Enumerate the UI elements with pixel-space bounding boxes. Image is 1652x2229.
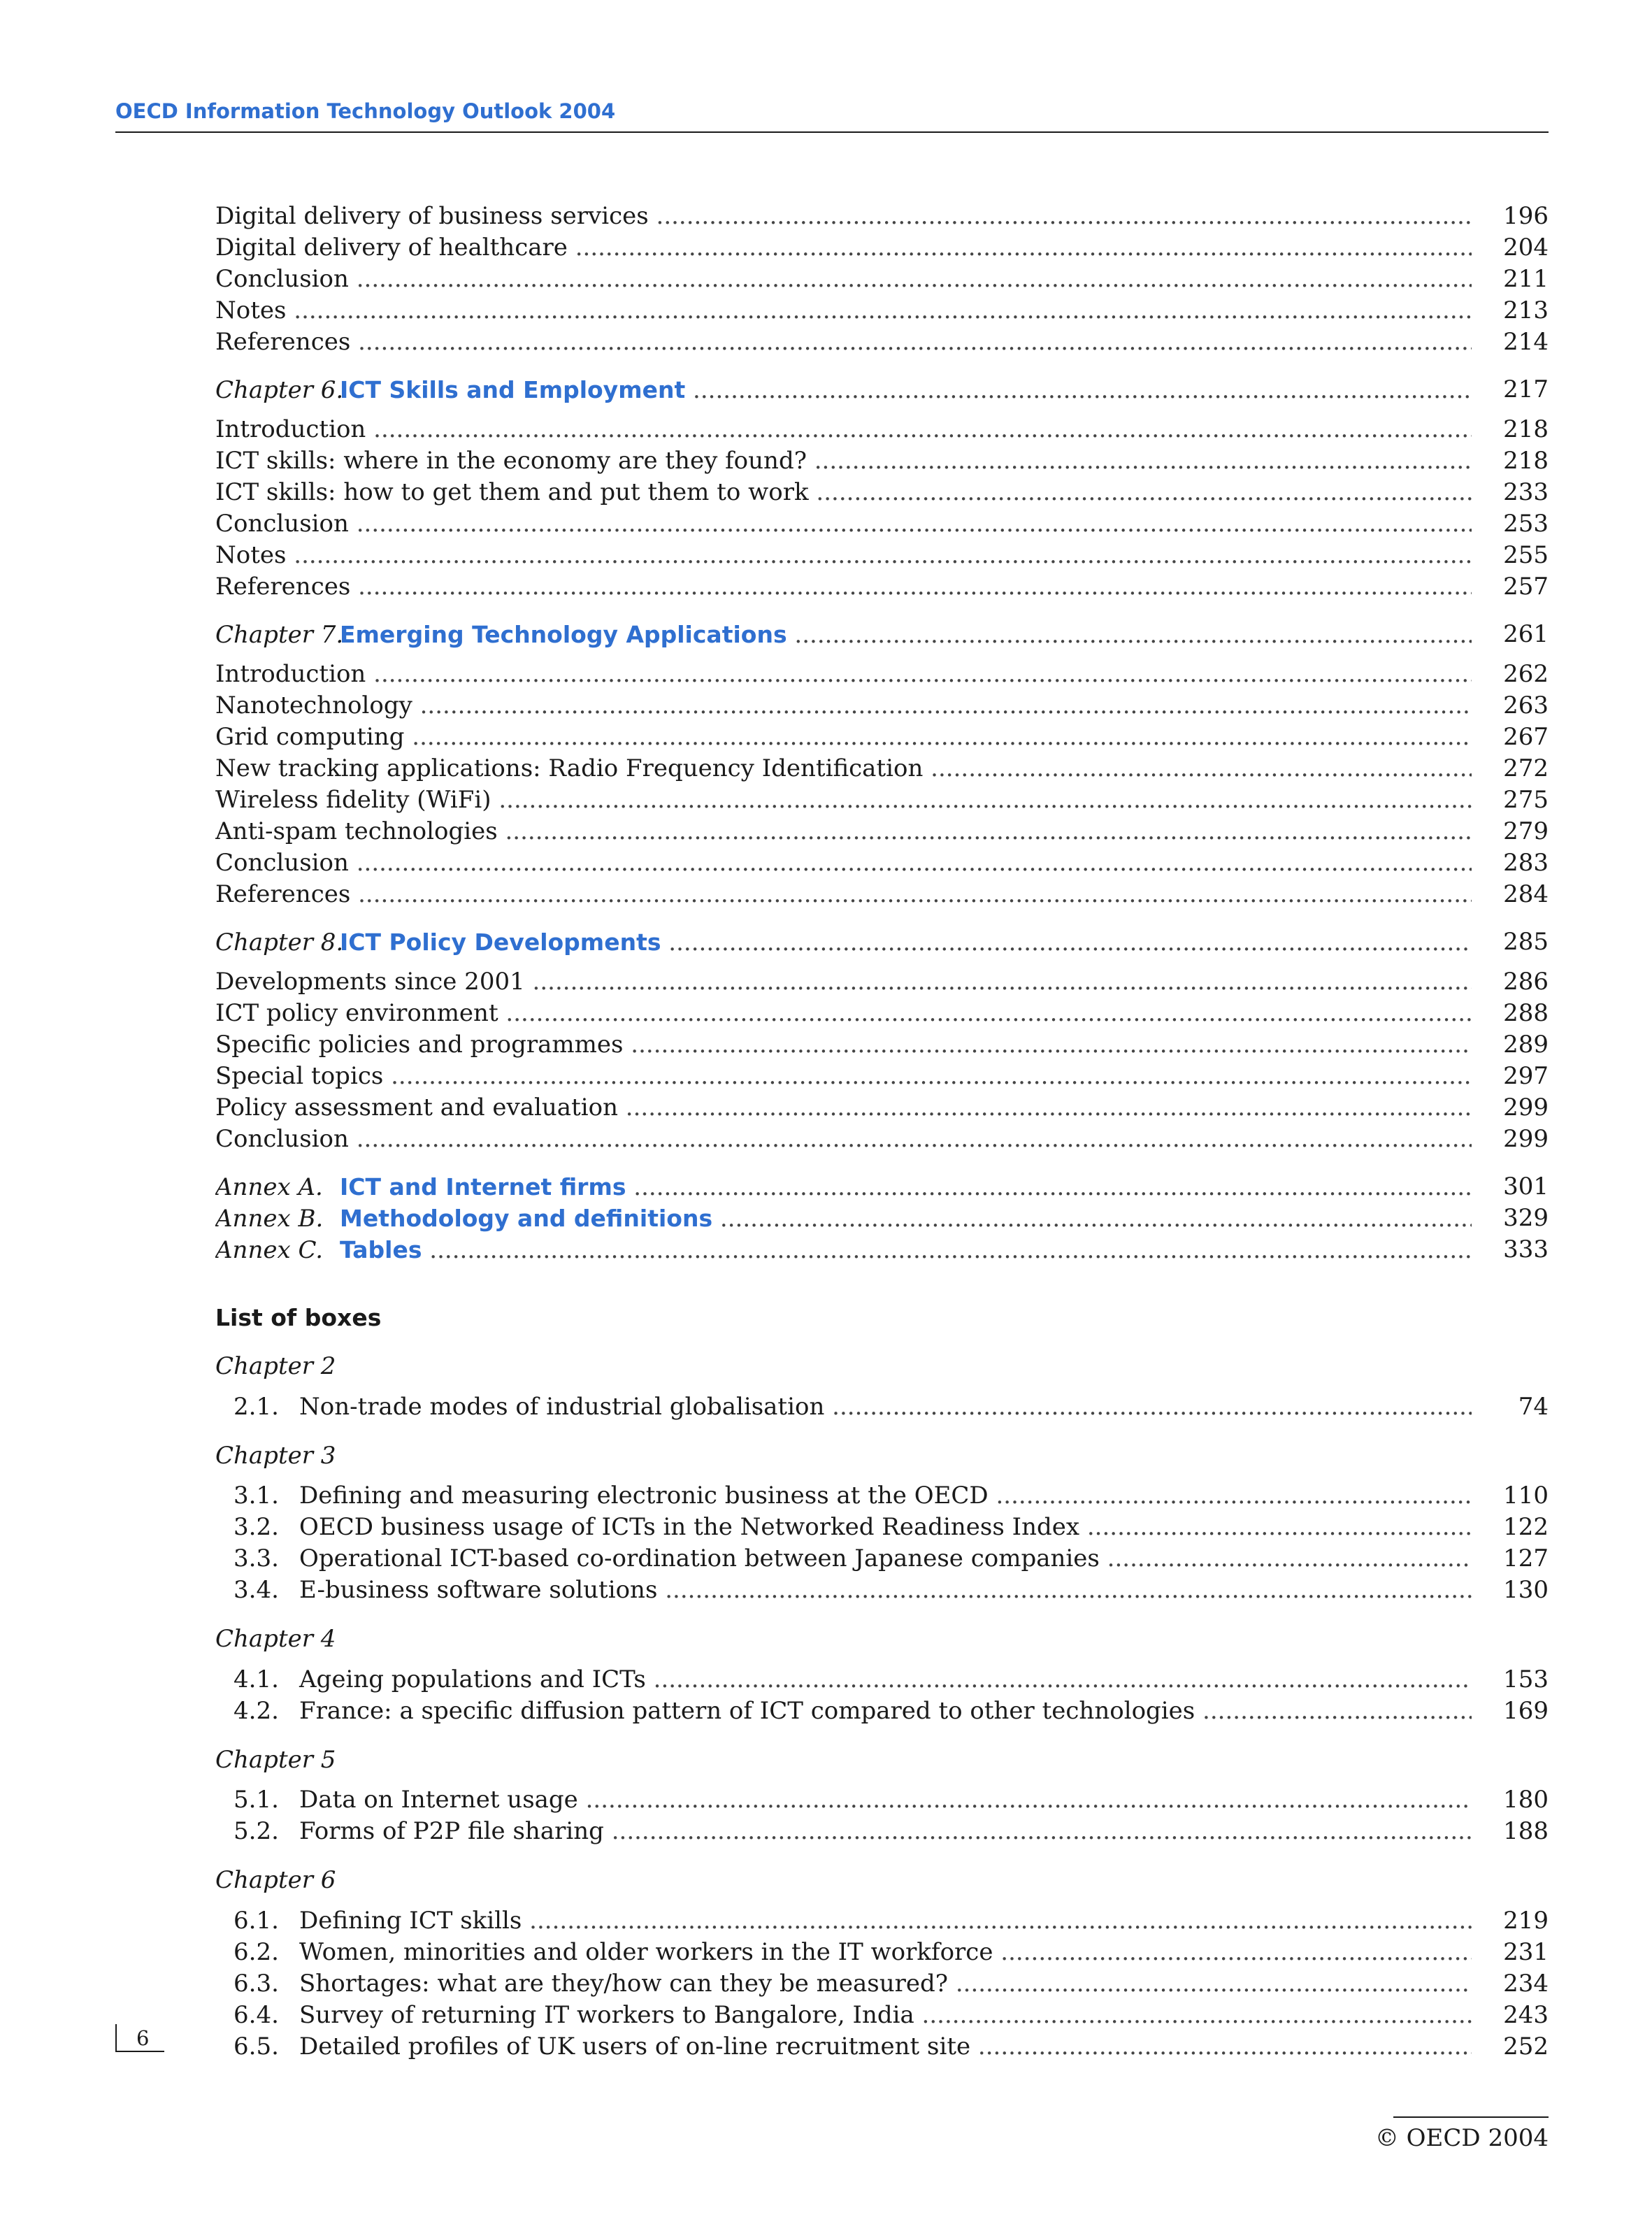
boxes-chapter3 xyxy=(215,1480,1549,1606)
toc-entry-text: References ..... xyxy=(215,327,1472,358)
boxes-chapter-title: Chapter 2 xyxy=(215,1352,336,1380)
toc-entry-page: 299 xyxy=(1503,1125,1549,1153)
toc-chapter-heading[interactable] xyxy=(215,619,1549,650)
boxes-chapter-title: Chapter 4 xyxy=(215,1625,336,1653)
boxes-chapter4 xyxy=(215,1664,1549,1727)
toc-entry[interactable] xyxy=(215,816,1549,847)
box-page: 122 xyxy=(1503,1513,1549,1541)
toc-entry-page: 275 xyxy=(1503,786,1549,814)
toc-chapter6 xyxy=(215,374,1549,406)
toc-annexes xyxy=(215,1171,1549,1266)
box-entry[interactable] xyxy=(215,1575,1549,1606)
box-title: Defining ICT skills xyxy=(299,1907,522,1935)
toc-entry[interactable] xyxy=(215,659,1549,690)
box-number: 2.1. xyxy=(234,1393,279,1421)
toc-entry-page: 279 xyxy=(1503,817,1549,845)
toc-annex[interactable] xyxy=(215,1203,1549,1234)
box-page: 219 xyxy=(1503,1907,1549,1935)
box-number: 3.2. xyxy=(234,1513,279,1541)
toc-chapter-heading[interactable] xyxy=(215,374,1549,406)
box-number: 3.1. xyxy=(234,1482,279,1510)
toc-entry-page: 286 xyxy=(1503,968,1549,996)
toc-entry-page: 283 xyxy=(1503,849,1549,877)
page-number: 6 xyxy=(136,2026,150,2050)
toc-entry[interactable] xyxy=(215,847,1549,879)
toc-entry[interactable] xyxy=(215,784,1549,816)
toc-entry-text: Digital delivery of healthcare ..... xyxy=(215,232,1472,264)
toc-entry-page: 196 xyxy=(1503,202,1549,230)
box-title: E-business software solutions xyxy=(299,1576,658,1604)
toc-entry-text: Conclusion ..... xyxy=(215,264,1472,295)
toc-entry-text: Digital delivery of business services ..... xyxy=(215,201,1472,232)
annex-title: Methodology and definitions xyxy=(340,1205,713,1232)
toc-entry-page: 214 xyxy=(1503,328,1549,356)
page-number-bracket xyxy=(115,2024,117,2052)
toc-entry-page: 261 xyxy=(1503,620,1549,648)
toc-entry[interactable] xyxy=(215,690,1549,722)
box-number: 6.2. xyxy=(234,1938,279,1966)
box-entry[interactable] xyxy=(215,1543,1549,1575)
box-page: 169 xyxy=(1503,1697,1549,1725)
toc-entry-page: 299 xyxy=(1503,1094,1549,1121)
toc-entry[interactable] xyxy=(215,295,1549,327)
box-title: Ageing populations and ICTs xyxy=(299,1665,646,1693)
toc-entry-text: Special topics ..... xyxy=(215,1061,1472,1092)
chapter-label: Chapter 8. xyxy=(215,929,344,956)
toc-entry[interactable] xyxy=(215,1124,1549,1155)
toc-chapter7-items xyxy=(215,659,1549,910)
box-title: OECD business usage of ICTs in the Networked Readiness Index xyxy=(299,1513,1080,1541)
box-entry[interactable] xyxy=(215,1905,1549,1937)
box-title: Detailed profiles of UK users of on-line recruitment site xyxy=(299,2033,971,2060)
toc-entry[interactable] xyxy=(215,998,1549,1029)
box-entry[interactable] xyxy=(215,1480,1549,1512)
toc-entry-text: References ..... xyxy=(215,571,1472,603)
box-page: 231 xyxy=(1503,1938,1549,1966)
box-number: 6.3. xyxy=(234,1970,279,1998)
toc-entry[interactable] xyxy=(215,966,1549,998)
toc-entry[interactable] xyxy=(215,201,1549,232)
toc-entry[interactable] xyxy=(215,722,1549,753)
toc-entry-text: Notes ..... xyxy=(215,540,1472,571)
toc-entry[interactable] xyxy=(215,1061,1549,1092)
toc-entry-page: 218 xyxy=(1503,447,1549,475)
toc-entry-page: 284 xyxy=(1503,880,1549,908)
toc-entry-page: 233 xyxy=(1503,478,1549,506)
toc-entry-text: Anti-spam technologies ..... xyxy=(215,816,1472,847)
toc-entry-page: 289 xyxy=(1503,1031,1549,1059)
box-number: 5.2. xyxy=(234,1817,279,1845)
toc-entry[interactable] xyxy=(215,508,1549,540)
annex-title: ICT and Internet firms xyxy=(340,1173,626,1200)
toc-entry-text: New tracking applications: Radio Frequency Identification ..... xyxy=(215,753,1472,784)
toc-entry[interactable] xyxy=(215,232,1549,264)
toc-entry-text: Wireless fidelity (WiFi) ..... xyxy=(215,784,1472,816)
toc-entry-text: References ..... xyxy=(215,879,1472,910)
toc-chapter7 xyxy=(215,619,1549,650)
box-number: 4.1. xyxy=(234,1665,279,1693)
toc-entry-text: ICT policy environment ..... xyxy=(215,998,1472,1029)
box-page: 188 xyxy=(1503,1817,1549,1845)
box-number: 5.1. xyxy=(234,1786,279,1814)
toc-entry-page: 211 xyxy=(1503,265,1549,293)
toc-entry-page: 204 xyxy=(1503,234,1549,261)
box-number: 4.2. xyxy=(234,1697,279,1725)
toc-entry-page: 255 xyxy=(1503,541,1549,569)
box-title: Defining and measuring electronic business at the OECD xyxy=(299,1482,989,1510)
toc-entry[interactable] xyxy=(215,477,1549,508)
box-entry[interactable] xyxy=(215,1937,1549,1968)
toc-entry-text: ICT skills: how to get them and put them to work ..... xyxy=(215,477,1472,508)
toc-entry-page: 213 xyxy=(1503,296,1549,324)
box-entry[interactable] xyxy=(215,1784,1549,1816)
box-number: 6.5. xyxy=(234,2033,279,2060)
toc-entry-text: ICT skills: where in the economy are they found? ..... xyxy=(215,445,1472,477)
box-entry[interactable] xyxy=(215,1968,1549,2000)
toc-entry[interactable] xyxy=(215,414,1549,445)
box-title: Non-trade modes of industrial globalisation xyxy=(299,1393,825,1421)
box-title: Forms of P2P file sharing xyxy=(299,1817,604,1845)
toc-chapter5-tail xyxy=(215,201,1549,358)
toc-entry[interactable] xyxy=(215,540,1549,571)
chapter-label: Chapter 6. xyxy=(215,376,344,404)
toc-chapter8-items xyxy=(215,966,1549,1155)
toc-entry-page: 329 xyxy=(1503,1204,1549,1232)
header-rule xyxy=(115,131,1549,133)
boxes-chapter6 xyxy=(215,1905,1549,2063)
toc-entry-page: 257 xyxy=(1503,573,1549,601)
toc-entry-page: 263 xyxy=(1503,691,1549,719)
box-number: 3.3. xyxy=(234,1544,279,1572)
box-entry[interactable] xyxy=(215,1816,1549,1847)
copyright-rule xyxy=(1393,2116,1549,2118)
box-page: 243 xyxy=(1503,2001,1549,2029)
toc-annex[interactable] xyxy=(215,1171,1549,1203)
chapter-title: ICT Skills and Employment xyxy=(340,376,686,403)
boxes-chapter-title: Chapter 3 xyxy=(215,1442,336,1470)
page-number-bracket-base xyxy=(115,2051,164,2052)
annex-title: Tables xyxy=(340,1236,422,1263)
toc-entry[interactable] xyxy=(215,571,1549,603)
annex-label: Annex A. xyxy=(215,1173,323,1201)
toc-chapter-heading[interactable] xyxy=(215,926,1549,958)
toc-annex[interactable] xyxy=(215,1234,1549,1266)
toc-entry[interactable] xyxy=(215,1029,1549,1061)
toc-entry[interactable] xyxy=(215,264,1549,295)
box-entry[interactable] xyxy=(215,1391,1549,1423)
toc-chapter8 xyxy=(215,926,1549,958)
toc-entry[interactable] xyxy=(215,327,1549,358)
box-entry[interactable] xyxy=(215,2031,1549,2063)
toc-entry-page: 301 xyxy=(1503,1173,1549,1200)
toc-entry-text: Notes ..... xyxy=(215,295,1472,327)
toc-entry-page: 288 xyxy=(1503,999,1549,1027)
boxes-chapter5 xyxy=(215,1784,1549,1847)
toc-entry-page: 253 xyxy=(1503,510,1549,538)
toc-entry-page: 217 xyxy=(1503,375,1549,403)
toc-entry-text: Introduction ..... xyxy=(215,414,1472,445)
copyright: © OECD 2004 xyxy=(1374,2124,1549,2152)
toc-entry-page: 272 xyxy=(1503,754,1549,782)
toc-chapter6-items xyxy=(215,414,1549,603)
toc-entry-text: Introduction ..... xyxy=(215,659,1472,690)
toc-entry[interactable] xyxy=(215,879,1549,910)
toc-entry-text: Specific policies and programmes ..... xyxy=(215,1029,1472,1061)
chapter-title: ICT Policy Developments xyxy=(340,929,661,956)
boxes-chapter2 xyxy=(215,1391,1549,1423)
box-title: Data on Internet usage xyxy=(299,1786,578,1814)
box-title: Operational ICT-based co-ordination between Japanese companies xyxy=(299,1544,1100,1572)
box-number: 6.1. xyxy=(234,1907,279,1935)
toc-entry[interactable] xyxy=(215,1092,1549,1124)
toc-entry-text: Grid computing ..... xyxy=(215,722,1472,753)
box-page: 234 xyxy=(1503,1970,1549,1998)
box-entry[interactable] xyxy=(215,1512,1549,1543)
box-page: 110 xyxy=(1503,1482,1549,1510)
toc-entry-page: 267 xyxy=(1503,723,1549,751)
toc-entry-text: Nanotechnology ..... xyxy=(215,690,1472,722)
box-entry[interactable] xyxy=(215,1664,1549,1696)
box-title: France: a specific diffusion pattern of ICT compared to other technologies xyxy=(299,1697,1195,1725)
toc-entry-text: Policy assessment and evaluation ..... xyxy=(215,1092,1472,1124)
box-page: 180 xyxy=(1503,1786,1549,1814)
box-title: Shortages: what are they/how can they be measured? xyxy=(299,1970,949,1998)
boxes-chapter-title: Chapter 6 xyxy=(215,1866,336,1894)
box-page: 252 xyxy=(1503,2033,1549,2060)
box-page: 130 xyxy=(1503,1576,1549,1604)
toc-entry[interactable] xyxy=(215,445,1549,477)
chapter-title: Emerging Technology Applications xyxy=(340,621,787,648)
boxes-heading: List of boxes xyxy=(215,1304,382,1331)
box-entry[interactable] xyxy=(215,1696,1549,1727)
box-title: Women, minorities and older workers in the IT workforce xyxy=(299,1938,993,1966)
box-page: 127 xyxy=(1503,1544,1549,1572)
box-page: 153 xyxy=(1503,1665,1549,1693)
toc-entry-text: Developments since 2001 ..... xyxy=(215,966,1472,998)
running-header: OECD Information Technology Outlook 2004 xyxy=(115,99,616,123)
box-number: 6.4. xyxy=(234,2001,279,2029)
box-title: Survey of returning IT workers to Bangalore, India xyxy=(299,2001,914,2029)
toc-entry[interactable] xyxy=(215,753,1549,784)
toc-entry-page: 297 xyxy=(1503,1062,1549,1090)
toc-entry-page: 333 xyxy=(1503,1235,1549,1263)
toc-entry-text: Conclusion ..... xyxy=(215,1124,1472,1155)
annex-label: Annex B. xyxy=(215,1205,324,1233)
boxes-chapter-title: Chapter 5 xyxy=(215,1746,336,1774)
toc-entry-text: Conclusion ..... xyxy=(215,508,1472,540)
toc-entry-page: 285 xyxy=(1503,928,1549,956)
toc-entry-page: 262 xyxy=(1503,660,1549,688)
box-page: 74 xyxy=(1518,1393,1549,1421)
box-number: 3.4. xyxy=(234,1576,279,1604)
chapter-label: Chapter 7. xyxy=(215,621,344,649)
toc-entry-page: 218 xyxy=(1503,415,1549,443)
toc-entry-text: Conclusion ..... xyxy=(215,847,1472,879)
box-entry[interactable] xyxy=(215,2000,1549,2031)
annex-label: Annex C. xyxy=(215,1236,324,1264)
